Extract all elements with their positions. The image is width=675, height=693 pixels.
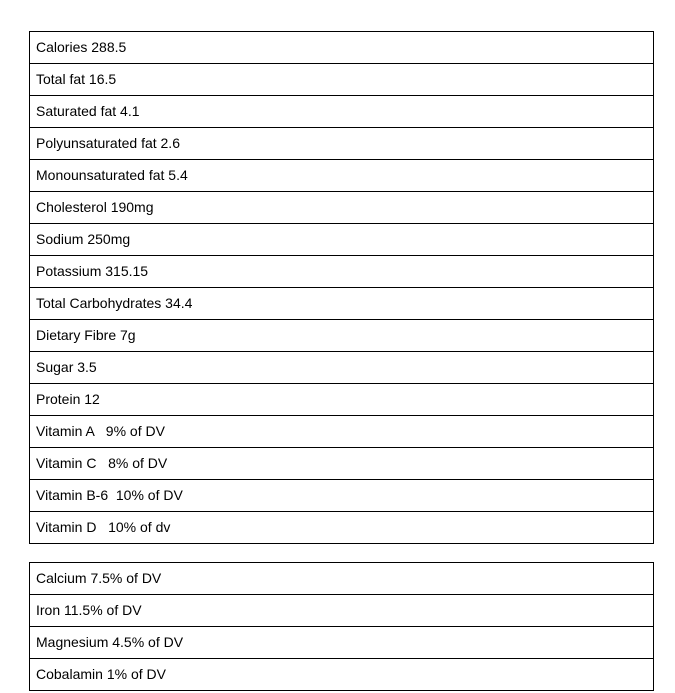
table-row (30, 448, 654, 480)
nutrient-cell: Protein 12 (30, 384, 654, 416)
nutrient-cell: Vitamin A 9% of DV (30, 416, 654, 448)
table-row (30, 512, 654, 544)
nutrient-cell: Polyunsaturated fat 2.6 (30, 128, 654, 160)
table-row (30, 659, 654, 691)
table-row (30, 384, 654, 416)
nutrient-cell: Calories 288.5 (30, 32, 654, 64)
table-row (30, 352, 654, 384)
nutrient-cell: Potassium 315.15 (30, 256, 654, 288)
nutrient-cell: Dietary Fibre 7g (30, 320, 654, 352)
nutrient-cell: Vitamin D 10% of dv (30, 512, 654, 544)
table-row (30, 128, 654, 160)
nutrient-cell: Monounsaturated fat 5.4 (30, 160, 654, 192)
table-row (30, 480, 654, 512)
nutrient-cell: Vitamin B-6 10% of DV (30, 480, 654, 512)
table-row (30, 256, 654, 288)
table-row (30, 320, 654, 352)
table-row (30, 288, 654, 320)
table-row (30, 64, 654, 96)
table-row (30, 32, 654, 64)
nutrient-cell: Cholesterol 190mg (30, 192, 654, 224)
mineral-cell: Iron 11.5% of DV (30, 595, 654, 627)
minerals-table (29, 562, 654, 691)
nutrition-facts-table (29, 31, 654, 544)
table-row (30, 160, 654, 192)
table-row (30, 96, 654, 128)
nutrient-cell: Sugar 3.5 (30, 352, 654, 384)
mineral-cell: Cobalamin 1% of DV (30, 659, 654, 691)
nutrient-cell: Total Carbohydrates 34.4 (30, 288, 654, 320)
nutrient-cell: Vitamin C 8% of DV (30, 448, 654, 480)
nutrient-cell: Sodium 250mg (30, 224, 654, 256)
table-row (30, 627, 654, 659)
table-row (30, 595, 654, 627)
nutrient-cell: Total fat 16.5 (30, 64, 654, 96)
table-row (30, 224, 654, 256)
table-row (30, 416, 654, 448)
mineral-cell: Magnesium 4.5% of DV (30, 627, 654, 659)
table-row (30, 192, 654, 224)
table-row (30, 563, 654, 595)
mineral-cell: Calcium 7.5% of DV (30, 563, 654, 595)
nutrient-cell: Saturated fat 4.1 (30, 96, 654, 128)
